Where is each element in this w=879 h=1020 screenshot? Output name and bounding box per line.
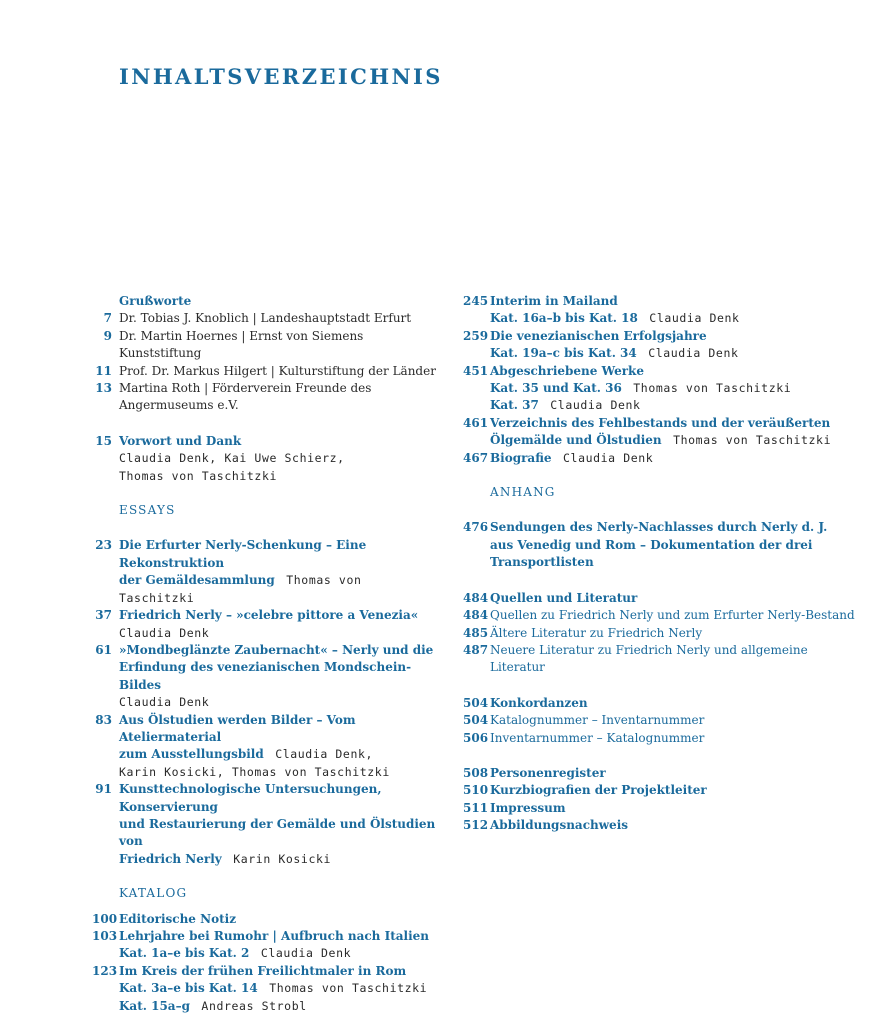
toc-entry-essay-cont: zum Ausstellungsbild Claudia Denk,	[119, 747, 374, 762]
toc-section-grussworte[interactable]: Grußworte	[119, 294, 192, 308]
toc-entry-katalog[interactable]: 123 Im Kreis der frühen Freilichtmaler in Rom	[92, 963, 407, 978]
toc-entry-katalog-sub: Kat. 3a–e bis Kat. 14 Thomas von Taschitzki	[119, 981, 428, 996]
toc-entry-essay[interactable]: 91 Kunsttechnologische Untersuchungen, Konservierung	[95, 782, 382, 814]
toc-entry-katalog[interactable]: 100 Editorische Notiz	[92, 911, 237, 926]
toc-entry-anhang[interactable]: 484 Quellen und Literatur	[463, 590, 638, 605]
toc-entry-katalog-sub: Kat. 35 und Kat. 36 Thomas von Taschitzki	[490, 381, 792, 396]
toc-entry-essay-cont: Friedrich Nerly Karin Kosicki	[119, 851, 332, 866]
toc-entry-sub[interactable]: 504 Katalognummer – Inventarnummer	[463, 713, 705, 728]
toc-entry-katalog[interactable]: 467 Biografie Claudia Denk	[463, 450, 654, 465]
toc-entry-essay[interactable]: 37 Friedrich Nerly – »celebre pittore a Venezia«	[95, 608, 419, 623]
toc-entry-katalog-sub: Ölgemälde und Ölstudien Thomas von Taschitzki	[490, 433, 832, 448]
toc-entry-authors: Claudia Denk	[119, 695, 210, 710]
toc-entry-sub[interactable]: 485 Ältere Literatur zu Friedrich Nerly	[463, 625, 703, 640]
toc-entry-katalog[interactable]: 461 Verzeichnis des Fehlbestands und der veräußerten	[463, 415, 831, 430]
toc-entry-sub[interactable]: 484 Quellen zu Friedrich Nerly und zum Erfurter Nerly-Bestand	[463, 608, 855, 623]
section-heading-essays: ESSAYS	[119, 503, 176, 518]
toc-entry-anhang[interactable]: 512 Abbildungsnachweis	[463, 818, 629, 833]
toc-entry[interactable]: 9 Dr. Martin Hoernes | Ernst von Siemens Kunststiftung	[103, 328, 364, 361]
toc-entry-katalog-sub: Kat. 1a–e bis Kat. 2 Claudia Denk	[119, 946, 352, 961]
toc-entry-anhang-cont: Transportlisten	[490, 555, 594, 570]
toc-entry-katalog-sub: Kat. 37 Claudia Denk	[490, 398, 641, 413]
toc-entry-vorwort[interactable]: 15 Vorwort und Dank	[95, 433, 242, 448]
toc-entry-sub-cont: Literatur	[490, 660, 545, 675]
toc-entry-katalog-sub: Kat. 15a–g Andreas Strobl	[119, 998, 307, 1013]
toc-entry-authors: Thomas von Taschitzki	[119, 468, 277, 483]
toc-entry-essay-cont: und Restaurierung der Gemälde und Ölstudien von	[119, 816, 436, 849]
toc-entry-essay-cont: der Gemäldesammlung Thomas von Taschitzki	[119, 573, 362, 605]
toc-entry-authors: Karin Kosicki, Thomas von Taschitzki	[119, 764, 390, 779]
toc-entry-continued: Angermuseums e.V.	[119, 398, 239, 413]
toc-entry-anhang[interactable]: 476 Sendungen des Nerly-Nachlasses durch Nerly d. J.	[463, 520, 828, 535]
page-title: INHALTSVERZEICHNIS	[119, 64, 443, 89]
toc-entry-katalog[interactable]: 103 Lehrjahre bei Rumohr | Aufbruch nach Italien	[92, 929, 429, 943]
toc-entry-anhang[interactable]: 504 Konkordanzen	[463, 695, 588, 710]
toc-left-column	[92, 293, 442, 1015]
toc-entry-anhang[interactable]: 508 Personenregister	[463, 765, 606, 780]
toc-entry-anhang-cont: aus Venedig und Rom – Dokumentation der drei	[490, 537, 813, 552]
toc-entry[interactable]: 7 Dr. Tobias J. Knoblich | Landeshauptstadt Erfurt	[103, 311, 412, 326]
toc-entry-essay[interactable]: 83 Aus Ölstudien werden Bilder – Vom Ateliermaterial	[95, 712, 356, 744]
toc-entry-essay[interactable]: 61 »Mondbeglänzte Zaubernacht« – Nerly und die	[95, 642, 434, 657]
toc-entry-sub[interactable]: 506 Inventarnummer – Katalognummer	[463, 730, 705, 745]
toc-entry-katalog[interactable]: 451 Abgeschriebene Werke	[463, 363, 644, 378]
toc-entry-sub[interactable]: 487 Neuere Literatur zu Friedrich Nerly und allgemeine	[463, 642, 808, 657]
toc-entry-katalog-sub: Kat. 19a–c bis Kat. 34 Claudia Denk	[490, 346, 739, 361]
section-heading-anhang: ANHANG	[490, 485, 556, 500]
toc-entry-anhang[interactable]: 511 Impressum	[463, 800, 566, 815]
toc-entry-katalog[interactable]: 245 Interim in Mailand	[463, 294, 618, 308]
toc-entry[interactable]: 13 Martina Roth | Förderverein Freunde des	[95, 381, 372, 396]
toc-entry[interactable]: 11 Prof. Dr. Markus Hilgert | Kulturstiftung der Länder	[95, 363, 436, 378]
toc-entry-authors: Claudia Denk	[119, 625, 210, 640]
toc-right-column	[463, 293, 863, 835]
toc-entry-essay[interactable]: 23 Die Erfurter Nerly-Schenkung – Eine Rekonstruktion	[95, 538, 367, 570]
section-heading-katalog: KATALOG	[119, 886, 188, 901]
toc-entry-authors: Claudia Denk, Kai Uwe Schierz,	[119, 451, 345, 466]
toc-entry-anhang[interactable]: 510 Kurzbiografien der Projektleiter	[463, 783, 707, 798]
toc-entry-katalog-sub: Kat. 16a–b bis Kat. 18 Claudia Denk	[490, 311, 740, 326]
toc-entry-essay-cont: Erfindung des venezianischen Mondschein-Bildes	[119, 660, 412, 692]
toc-entry-katalog[interactable]: 259 Die venezianischen Erfolgsjahre	[463, 328, 707, 343]
